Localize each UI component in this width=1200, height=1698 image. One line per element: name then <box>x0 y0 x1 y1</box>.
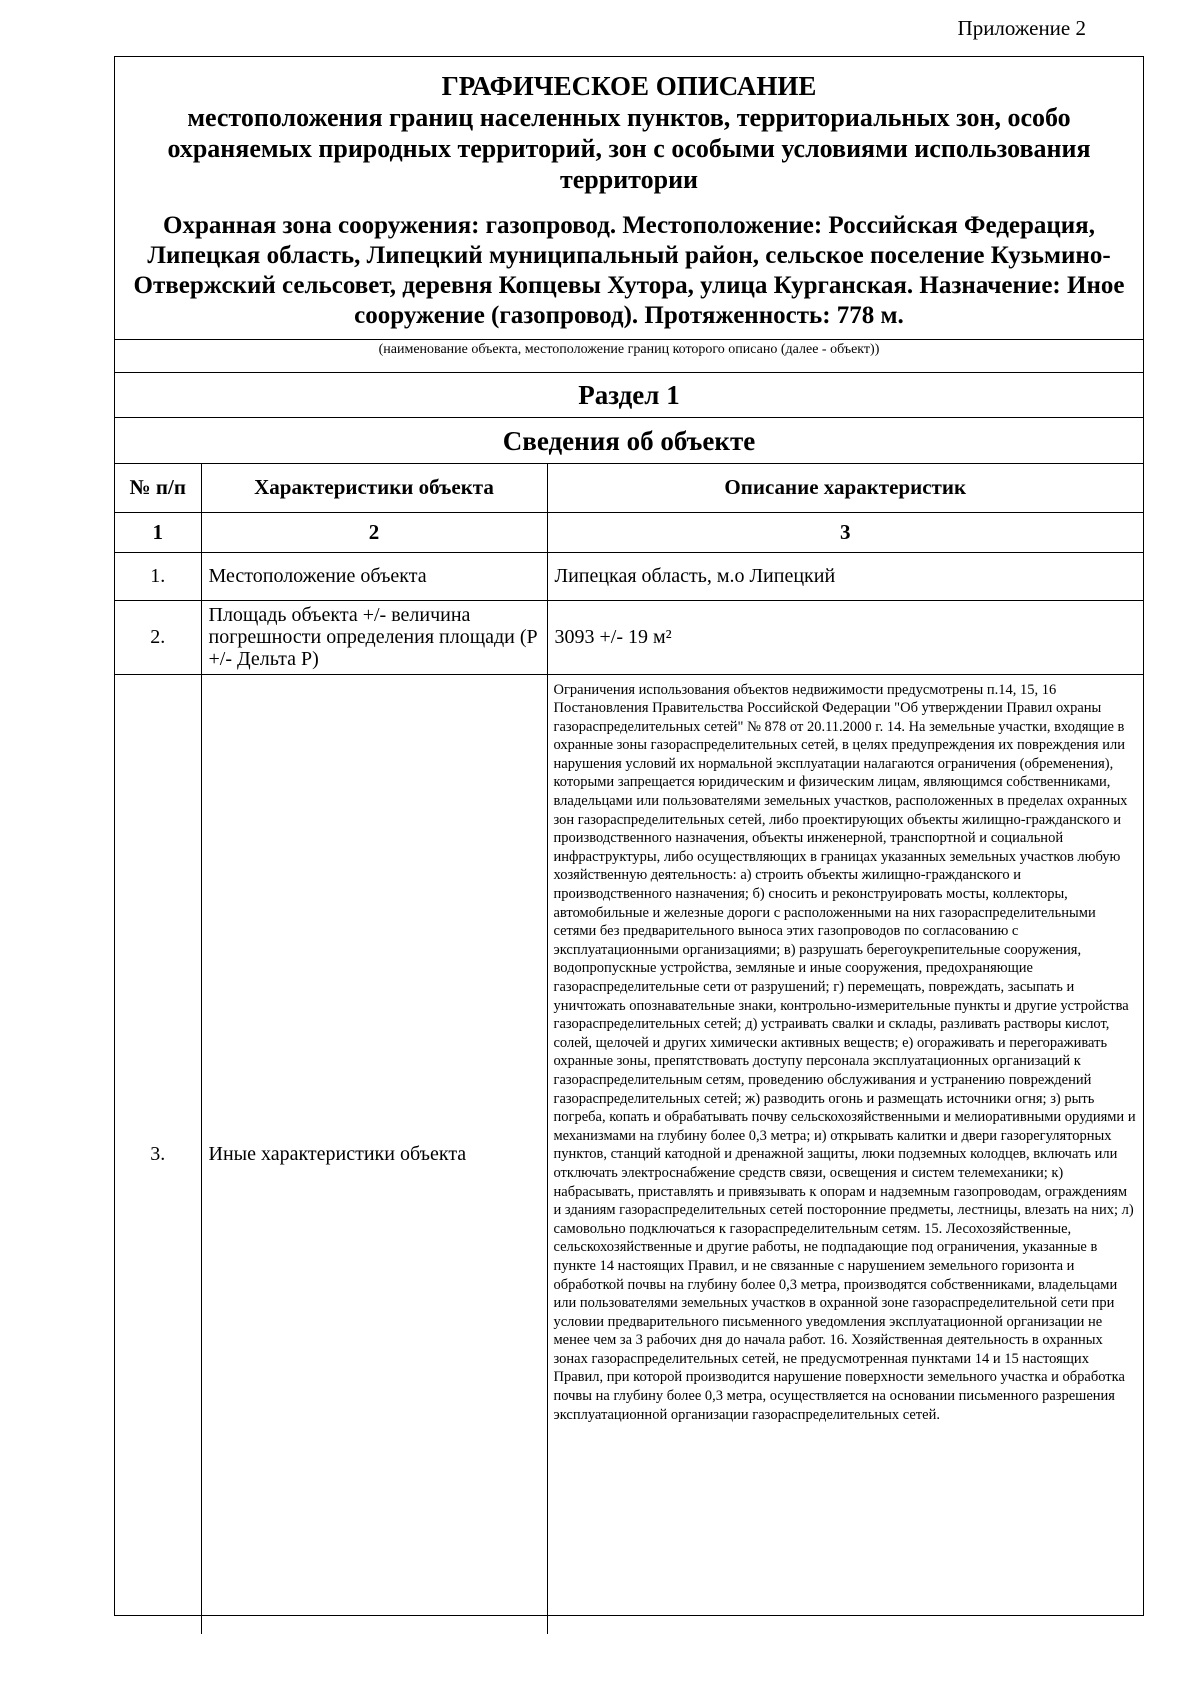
section-subtitle: Сведения об объекте <box>115 418 1143 464</box>
header-cell-number: № п/п <box>115 464 201 512</box>
column-number-row <box>115 512 1143 552</box>
column-number-1: 1 <box>115 512 201 552</box>
row-characteristic: Площадь объекта +/- величина погрешности определения площади (Р +/- Дельта Р) <box>201 600 547 674</box>
column-number-3: 3 <box>547 512 1143 552</box>
row-description: Ограничения использования объектов недвижимости предусмотрены п.14, 15, 16 Постановления Правительства Российской Федерации "Об утверждении Правил охраны газораспределительных сетей" № 878 от 20.11.2000 г. 14. На земельные участки, входящие в охранные зоны газораспределительных сетей, в целях предупреждения их повреждения или нарушения условий их нормальной эксплуатации налагаются ограничения (обременения), которыми запрещается юридическим и физическим лицам, являющимся собственниками, владельцами или пользователями земельных участков, расположенных в пределах охранных зон газораспределительных сетей, либо проектирующих объекты жилищно-гражданского и производственного назначения, объекты инженерной, транспортной и социальной инфраструктуры, либо осуществляющих в границах указанных земельных участков любую хозяйственную деятельность: а) строить объекты жилищно-гражданского и производственного назначения; б) сносить и реконструировать мосты, коллекторы, автомобильные и железные дороги с расположенными на них газораспределительными сетями без предварительного выноса этих газопроводов по согласованию с эксплуатационными организациями; в) разрушать берегоукрепительные сооружения, водопропускные устройства, земляные и иные сооружения, предохраняющие газораспределительные сети от разрушений; г) перемещать, повреждать, засыпать и уничтожать опознавательные знаки, контрольно-измерительные пункты и другие устройства газораспределительных сетей; д) устраивать свалки и склады, разливать растворы кислот, солей, щелочей и других химически активных веществ; е) огораживать и перегораживать охранные зоны, препятствовать доступу персонала эксплуатационных организаций к газораспределительным сетям, проведению обслуживания и устранению повреждений газораспределительных сетей; ж) разводить огонь и размещать источники огня; з) рыть погреба, копать и обрабатывать почву сельскохозяйственными и мелиоративными орудиями и механизмами на глубину более 0,3 метра; и) открывать калитки и двери газорегуляторных пунктов, станций катодной и дренажной защиты, люки подземных колодцев, включать или отключать электроснабжение средств связи, освещения и систем телемеханики; к) набрасывать, приставлять и привязывать к опорам и надземным газопроводам, ограждениям и зданиям газораспределительных сетей посторонние предметы, лестницы, влезать на них; л) самовольно подключаться к газораспределительным сетям. 15. Лесохозяйственные, сельскохозяйственные и другие работы, не подпадающие под ограничения, указанные в пункте 14 настоящих Правил, и не связанные с нарушением земельного горизонта и обработкой почвы на глубину более 0,3 метра, производятся собственниками, владельцами или пользователями земельных участков в охранной зоне газораспределительной сети при условии предварительного письменного уведомления эксплуатационной организации не менее чем за 3 рабочих дня до начала работ. 16. Хозяйственная деятельность в охранных зонах газораспределительных сетей, не предусмотренная пунктами 14 и 15 настоящих Правил, при которой производится нарушение поверхности земельного участка и обработка почвы на глубину более 0,3 метра, осуществляется на основании письменного разрешения эксплуатационной организации газораспределительных сетей. <box>547 674 1143 1634</box>
row-characteristic: Местоположение объекта <box>201 552 547 600</box>
row-characteristic: Иные характеристики объекта <box>201 674 547 1634</box>
document-frame <box>114 56 1144 1616</box>
row-number: 3. <box>115 674 201 1634</box>
row-description: Липецкая область, м.о Липецкий <box>547 552 1143 600</box>
column-number-2: 2 <box>201 512 547 552</box>
row-number: 1. <box>115 552 201 600</box>
header-cell-characteristic: Характеристики объекта <box>201 464 547 512</box>
document-title: ГРАФИЧЕСКОЕ ОПИСАНИЕ <box>441 71 817 101</box>
appendix-label: Приложение 2 <box>957 16 1086 40</box>
object-info-table <box>115 464 1143 1634</box>
header-cell-description: Описание характеристик <box>547 464 1143 512</box>
row-description: 3093 +/- 19 м² <box>547 600 1143 674</box>
table-row <box>115 600 1143 674</box>
document-subtitle: местоположения границ населенных пунктов, территориальных зон, особо охраняемых природных территорий, зон с особыми условиями использования территории <box>167 103 1091 194</box>
table-row <box>115 552 1143 600</box>
table-row <box>115 674 1143 1634</box>
object-name: Охранная зона сооружения: газопровод. Местоположение: Российская Федерация, Липецкая область, Липецкий муниципальный район, сельское поселение Кузьмино-Отвержский сельсовет, деревня Копцевы Хутора, улица Курганская. Назначение: Иное сооружение (газопровод). Протяженность: 778 м. <box>133 212 1125 329</box>
object-caption: (наименование объекта, местоположение границ которого описано (далее - объект)) <box>115 340 1143 373</box>
document-header <box>115 57 1143 340</box>
row-number: 2. <box>115 600 201 674</box>
table-header-row <box>115 464 1143 512</box>
section-title: Раздел 1 <box>115 373 1143 418</box>
